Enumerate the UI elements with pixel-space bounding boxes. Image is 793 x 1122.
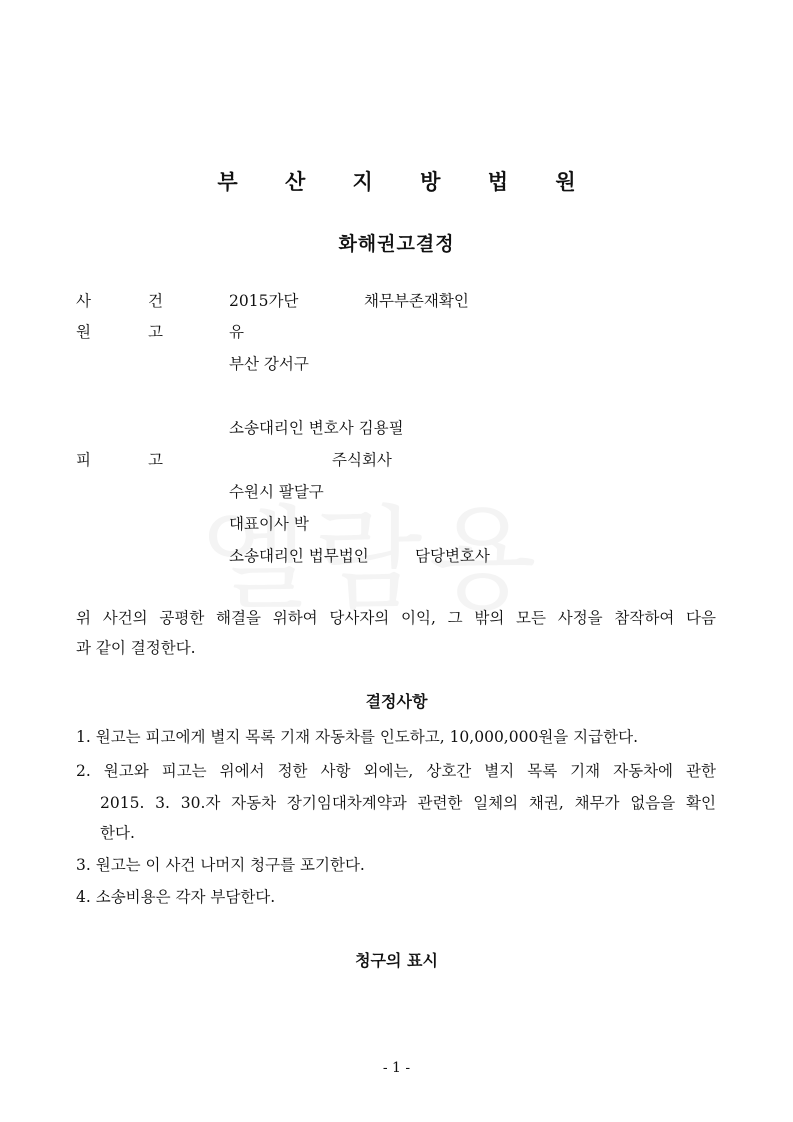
claim-heading: 청구의 표시 — [355, 951, 438, 970]
document-title: 화해권고결정 — [338, 233, 455, 255]
case-label-char2: 건 — [148, 292, 163, 310]
case-name: 채무부존재확인 — [364, 292, 469, 310]
court-name: 부 산 지 방 법 원 — [217, 170, 596, 194]
case-number: 2015가단 — [229, 292, 299, 310]
intro-line-1: 위 사건의 공평한 해결을 위하여 당사자의 이익, 그 밖의 모든 사정을 참작하여 다음 — [76, 609, 716, 627]
defendant-label-char2: 고 — [148, 451, 163, 469]
intro-line-2: 과 같이 결정한다. — [76, 639, 196, 657]
plaintiff-label-char1: 원 — [76, 323, 91, 341]
defendant-representative: 대표이사 박 — [229, 515, 309, 533]
decision-heading: 결정사항 — [365, 692, 428, 711]
page-number: - 1 - — [382, 1060, 411, 1076]
decision-item-1: 1. 원고는 피고에게 별지 목록 기재 자동차를 인도하고, 10,000,000원을 지급한다. — [76, 728, 639, 746]
decision-item-2-line-1: 2. 원고와 피고는 위에서 정한 사항 외에는, 상호간 별지 목록 기재 자동차에 관한 — [76, 762, 716, 780]
defendant-attorney: 소송대리인 법무법인 — [229, 547, 369, 565]
case-label-char1: 사 — [76, 292, 91, 310]
plaintiff-attorney: 소송대리인 변호사 김용필 — [229, 419, 404, 437]
decision-item-4: 4. 소송비용은 각자 부담한다. — [76, 888, 276, 906]
plaintiff-name: 유 — [229, 323, 244, 341]
defendant-name: 주식회사 — [332, 451, 392, 469]
plaintiff-label-char2: 고 — [148, 323, 163, 341]
defendant-address: 수원시 팔달구 — [229, 483, 324, 501]
defendant-label-char1: 피 — [76, 451, 91, 469]
decision-item-2-line-3: 한다. — [100, 824, 135, 842]
decision-item-3: 3. 원고는 이 사건 나머지 청구를 포기한다. — [76, 856, 365, 874]
plaintiff-address: 부산 강서구 — [229, 355, 309, 373]
decision-item-2-line-2: 2015. 3. 30.자 자동차 장기임대차계약과 관련한 일체의 채권, 채무가 없음을 확인 — [100, 794, 716, 812]
defendant-attorney-role: 담당변호사 — [415, 547, 490, 565]
